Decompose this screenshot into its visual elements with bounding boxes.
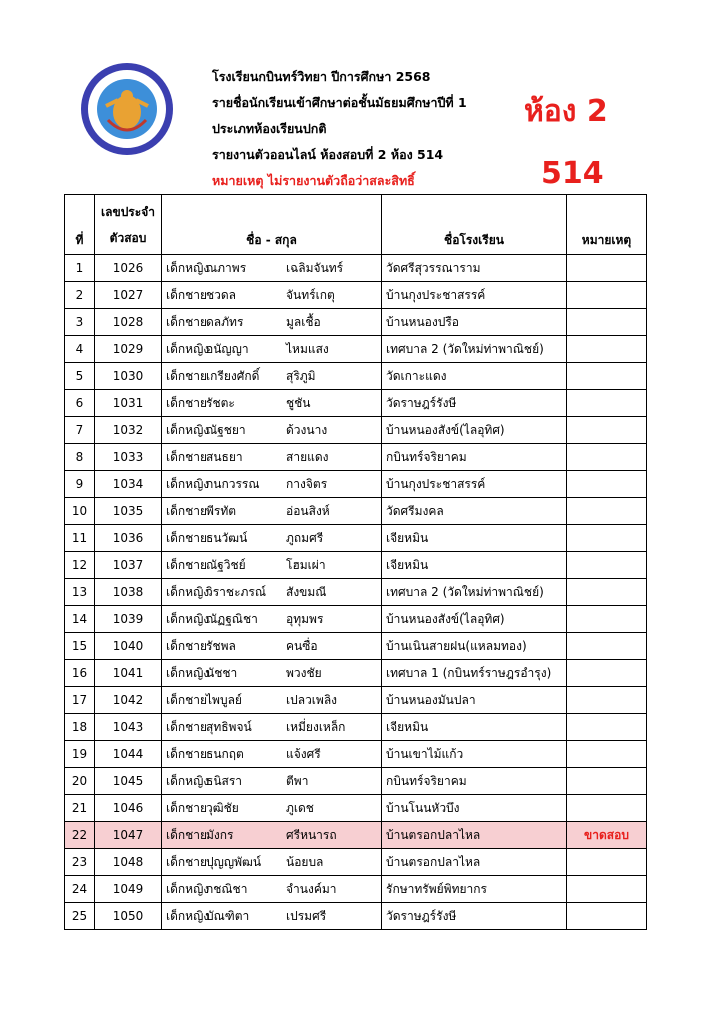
exam-room-info: รายงานตัวออนไลน์ ห้องสอบที่ 2 ห้อง 514 [212,147,444,162]
table-row [65,795,647,822]
table-row [65,552,647,579]
name-prefix: เด็กหญิง [166,476,210,491]
school-name: วัดราษฎร์รังษี [382,903,567,930]
student-name [162,903,382,930]
table-row [65,903,647,930]
remark [567,390,647,417]
school-name: บ้านหนองสังข์(ไลอุทิศ) [382,606,567,633]
exam-id: 1045 [95,768,162,795]
exam-id: 1043 [95,714,162,741]
last-name: ตีพา [286,773,309,788]
last-name: ชูชัน [286,395,311,410]
school-name: บ้านโนนหัวบึง [382,795,567,822]
header-school: ชื่อโรงเรียน [382,195,567,255]
school-name: กบินทร์จริยาคม [382,768,567,795]
student-name [162,822,382,849]
class-type: ประเภทห้องเรียนปกติ [212,121,327,136]
name-prefix: เด็กหญิง [166,611,210,626]
row-number: 12 [65,552,95,579]
row-number: 5 [65,363,95,390]
header-name: ชื่อ - สกุล [162,195,382,255]
remark [567,417,647,444]
header-exam-id-line2: ตัวสอบ [109,230,147,245]
row-number: 3 [65,309,95,336]
student-name [162,849,382,876]
school-name: บ้านกุงประชาสรรค์ [382,471,567,498]
first-name: อนัญญา [206,341,249,356]
row-number: 14 [65,606,95,633]
row-number: 19 [65,741,95,768]
exam-id: 1027 [95,282,162,309]
student-name [162,525,382,552]
row-number: 11 [65,525,95,552]
first-name: สนธยา [206,449,243,464]
table-row [65,498,647,525]
table-row [65,687,647,714]
row-number: 15 [65,633,95,660]
remark [567,444,647,471]
table-row [65,633,647,660]
name-prefix: เด็กหญิง [166,881,210,896]
name-prefix: เด็กชาย [166,746,208,761]
remark [567,876,647,903]
table-row [65,579,647,606]
student-name [162,309,382,336]
school-name: เจียหมิน [382,714,567,741]
exam-id: 1033 [95,444,162,471]
row-number: 20 [65,768,95,795]
first-name: บัณฑิตา [206,908,250,923]
exam-id: 1036 [95,525,162,552]
last-name: สังขมณี [286,584,327,599]
first-name: กชณิชา [206,881,248,896]
school-name: เจียหมิน [382,525,567,552]
last-name: น้อยบล [286,854,324,869]
exam-id: 1039 [95,606,162,633]
name-prefix: เด็กหญิง [166,665,210,680]
remark [567,768,647,795]
student-name [162,714,382,741]
last-name: ไหมแสง [286,341,329,356]
name-prefix: เด็กชาย [166,557,208,572]
row-number: 10 [65,498,95,525]
school-name: วัดเกาะแดง [382,363,567,390]
school-name: บ้านหนองสังข์(ไลอุทิศ) [382,417,567,444]
room-label: ห้อง 2 [524,94,608,129]
exam-id: 1032 [95,417,162,444]
table-row [65,768,647,795]
remark [567,525,647,552]
table-row [65,336,647,363]
table-header-row [65,195,647,255]
last-name: อ่อนสิงห์ [286,503,330,518]
school-name: เทศบาล 2 (วัดใหม่ท่าพาณิชย์) [382,579,567,606]
first-name: เกรียงศักดิ์ [206,368,260,383]
school-name: บ้านตรอกปลาไหล [382,849,567,876]
row-number: 6 [65,390,95,417]
school-name: เทศบาล 2 (วัดใหม่ท่าพาณิชย์) [382,336,567,363]
table-row [65,417,647,444]
name-prefix: เด็กชาย [166,719,208,734]
table-row [65,444,647,471]
table-row [65,849,647,876]
first-name: วุฒิชัย [206,800,239,815]
last-name: เปรมศรี [286,908,327,923]
name-prefix: เด็กหญิง [166,773,210,788]
first-name: ธนวัฒน์ [206,530,248,545]
first-name: กนกวรรณ [206,476,260,491]
table-row [65,741,647,768]
student-name [162,363,382,390]
student-name [162,444,382,471]
exam-id: 1042 [95,687,162,714]
row-number: 16 [65,660,95,687]
remark [567,336,647,363]
first-name: ดลภัทร [206,314,244,329]
last-name: ด้วงนาง [286,422,328,437]
first-name: มังกร [206,827,234,842]
name-prefix: เด็กชาย [166,395,208,410]
school-name: รักษาทรัพย์พิทยากร [382,876,567,903]
first-name: ไพบูลย์ [206,692,242,707]
remark [567,741,647,768]
student-name [162,255,382,282]
school-name: กบินทร์จริยาคม [382,444,567,471]
last-name: เปลวเพลิง [286,692,338,707]
name-prefix: เด็กชาย [166,638,208,653]
last-name: สายแดง [286,449,329,464]
room-number: 514 [541,156,604,191]
student-name [162,552,382,579]
first-name: สุทธิพจน์ [206,719,252,734]
remark [567,552,647,579]
remark [567,498,647,525]
first-name: ปุญญพัฒน์ [206,854,262,869]
last-name: ภูถมศรี [286,530,324,545]
table-row [65,309,647,336]
document-title: รายชื่อนักเรียนเข้าศึกษาต่อชั้นมัธยมศึกษาปีที่ 1 [212,95,467,110]
exam-id: 1050 [95,903,162,930]
table-body [65,255,647,930]
student-name [162,471,382,498]
school-name: วัดราษฎร์รังษี [382,390,567,417]
table-row [65,471,647,498]
student-roster-table [64,194,647,930]
name-prefix: เด็กหญิง [166,260,210,275]
school-name: บ้านกุงประชาสรรค์ [382,282,567,309]
student-name [162,579,382,606]
first-name: นัชชา [206,665,238,680]
last-name: ภูเดช [286,800,314,815]
first-name: ธนกฤต [206,746,244,761]
last-name: คนซื่อ [286,638,318,653]
school-name: บ้านตรอกปลาไหล [382,822,567,849]
table-row [65,660,647,687]
first-name: รัชพล [206,638,236,653]
student-name [162,876,382,903]
last-name: มูลเชื้อ [286,314,321,329]
remark [567,903,647,930]
first-name: ณัฐชยา [206,422,246,437]
school-name: บ้านหนองปรือ [382,309,567,336]
remark [567,606,647,633]
row-number: 9 [65,471,95,498]
row-number: 18 [65,714,95,741]
table-row [65,876,647,903]
header-note: หมายเหตุ ไม่รายงานตัวถือว่าสละสิทธิ์ [212,173,415,188]
last-name: กางจิตร [286,476,328,491]
row-number: 22 [65,822,95,849]
exam-id: 1038 [95,579,162,606]
table-row [65,525,647,552]
row-number: 8 [65,444,95,471]
first-name: ณัฏฐณิชา [206,611,258,626]
first-name: รัชตะ [206,395,235,410]
remark [567,579,647,606]
remark [567,687,647,714]
exam-id: 1026 [95,255,162,282]
table-row [65,606,647,633]
student-name [162,768,382,795]
row-number: 17 [65,687,95,714]
student-name [162,741,382,768]
last-name: แจ้งศรี [286,746,321,761]
exam-id: 1044 [95,741,162,768]
remark [567,471,647,498]
school-name: วัดศรีมงคล [382,498,567,525]
exam-id: 1037 [95,552,162,579]
row-number: 4 [65,336,95,363]
row-number: 24 [65,876,95,903]
name-prefix: เด็กหญิง [166,341,210,356]
remark [567,714,647,741]
table-row [65,363,647,390]
name-prefix: เด็กชาย [166,827,208,842]
name-prefix: เด็กชาย [166,287,208,302]
exam-id: 1049 [95,876,162,903]
school-emblem-icon [78,60,176,158]
exam-id: 1029 [95,336,162,363]
student-name [162,687,382,714]
last-name: ศรีหนารถ [286,827,337,842]
student-name [162,498,382,525]
table-row [65,822,647,849]
school-name: บ้านเขาไม้แก้ว [382,741,567,768]
student-name [162,795,382,822]
name-prefix: เด็กชาย [166,530,208,545]
first-name: ธนิสรา [206,773,243,788]
row-number: 1 [65,255,95,282]
name-prefix: เด็กชาย [166,314,208,329]
school-name: เจียหมิน [382,552,567,579]
exam-id: 1048 [95,849,162,876]
school-name: วัดศรีสุวรรณาราม [382,255,567,282]
exam-id: 1047 [95,822,162,849]
exam-id: 1028 [95,309,162,336]
remark [567,255,647,282]
last-name: พวงชัย [286,665,322,680]
header-exam-id [95,195,162,255]
school-name: บ้านหนองมันปลา [382,687,567,714]
name-prefix: เด็กชาย [166,692,208,707]
remark [567,309,647,336]
student-name [162,336,382,363]
first-name: ณภาพร [206,260,247,275]
row-number: 25 [65,903,95,930]
table-row [65,390,647,417]
exam-id: 1030 [95,363,162,390]
name-prefix: เด็กชาย [166,854,208,869]
name-prefix: เด็กชาย [166,800,208,815]
last-name: เหมี่ยงเหล็ก [286,719,346,734]
remark [567,849,647,876]
row-number: 21 [65,795,95,822]
remark [567,633,647,660]
last-name: โฮมเผ่า [286,557,326,572]
row-number: 2 [65,282,95,309]
table-row [65,255,647,282]
table-row [65,282,647,309]
last-name: อุทุมพร [286,611,324,626]
school-title: โรงเรียนกบินทร์วิทยา ปีการศึกษา 2568 [212,69,431,84]
header-note-col: หมายเหตุ [567,195,647,255]
last-name: เฉลิมจันทร์ [286,260,344,275]
row-number: 13 [65,579,95,606]
name-prefix: เด็กชาย [166,503,208,518]
first-name: วิราชะภรณ์ [206,584,266,599]
exam-id: 1035 [95,498,162,525]
name-prefix: เด็กหญิง [166,584,210,599]
remark [567,282,647,309]
last-name: จันทร์เกตุ [286,287,335,302]
student-name [162,633,382,660]
student-name [162,390,382,417]
student-name [162,417,382,444]
table-row [65,714,647,741]
remark [567,795,647,822]
name-prefix: เด็กชาย [166,449,208,464]
row-number: 7 [65,417,95,444]
name-prefix: เด็กหญิง [166,422,210,437]
exam-id: 1046 [95,795,162,822]
remark [567,363,647,390]
student-name [162,606,382,633]
remark [567,660,647,687]
row-number: 23 [65,849,95,876]
exam-id: 1034 [95,471,162,498]
exam-id: 1031 [95,390,162,417]
header-exam-id-line1: เลขประจำ [101,204,155,219]
last-name: สุริภูมิ [286,368,316,383]
name-prefix: เด็กหญิง [166,908,210,923]
name-prefix: เด็กชาย [166,368,208,383]
student-name [162,660,382,687]
first-name: ชวดล [206,287,237,302]
exam-id: 1041 [95,660,162,687]
first-name: ณัฐวิชย์ [206,557,246,572]
student-name [162,282,382,309]
first-name: พีรทัต [206,503,237,518]
last-name: จำนงค์มา [286,881,337,896]
header-no: ที่ [65,195,95,255]
document-header [212,64,512,194]
school-name: เทศบาล 1 (กบินทร์ราษฎรอำรุง) [382,660,567,687]
exam-id: 1040 [95,633,162,660]
school-name: บ้านเนินสายฝน(แหลมทอง) [382,633,567,660]
remark: ขาดสอบ [567,822,647,849]
